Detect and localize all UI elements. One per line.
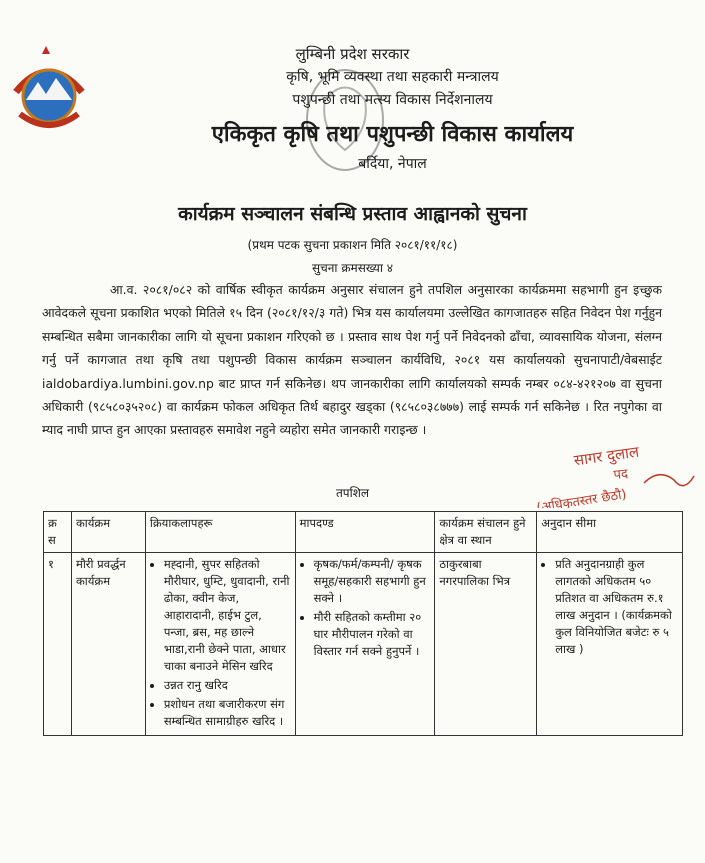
program-details-table: [43, 511, 683, 736]
cell-criteria: [295, 553, 435, 736]
notice-body: [42, 278, 662, 442]
province-government: लुम्बिनी प्रदेश सरकार: [295, 45, 410, 63]
ministry-name: कृषि, भूमि व्यवस्था तथा सहकारी मन्त्रालय: [286, 69, 499, 85]
stamp-rank: (अधिकृतस्तर छैठौ): [535, 487, 628, 508]
col-subsidy: अनुदान सीमा: [537, 512, 683, 553]
subsidy-item: • प्रति अनुदानग्राही कुल लागतको अधिकतम ५० प्रतिशत वा अधिकतम रु.१ लाख अनुदान । (कार्यक्रमको कुल विनियोजित बजेटः रु ५ लाख ): [555, 556, 678, 658]
criteria-item: • मौरी सहितको कम्तीमा २० घार मौरीपालन गरेको वा विस्तार गर्न सक्ने हुनुपर्ने ।: [314, 609, 431, 660]
notice-title: कार्यक्रम सञ्चालन संबन्धि प्रस्ताव आह्वानको सुचना: [178, 203, 527, 225]
cell-area: ठाकुरबाबा नगरपालिका भित्र: [435, 553, 537, 736]
stamp-post: पद: [612, 466, 629, 484]
col-serial: क्र स: [44, 512, 72, 553]
cell-subsidy: [537, 553, 683, 736]
notice-publish-date: (प्रथम पटक सुचना प्रकाशन मिति २०८१/११/१८): [247, 238, 458, 252]
criteria-item: • कृषक/फर्म/कम्पनी/ कृषक समूह/सहकारी सहभागी हुन सक्ने ।: [314, 556, 431, 607]
cell-serial: १: [44, 553, 72, 736]
details-heading: तपशिल: [335, 486, 370, 500]
col-area: कार्यक्रम संचालन हुने क्षेत्र वा स्थान: [435, 512, 537, 553]
activity-item: • उन्नत रानु खरिद: [164, 677, 291, 694]
stamp-name: सागर दुलाल: [572, 442, 641, 470]
col-criteria: मापदण्ड: [295, 512, 435, 553]
table-row: [44, 553, 683, 736]
signature-stamp-drawing: [534, 438, 699, 508]
col-program: कार्यक्रम: [71, 512, 145, 553]
cell-program: मौरी प्रवर्द्धन कार्यक्रम: [71, 553, 145, 736]
table-header-row: [44, 512, 683, 553]
office-name: एकिकृत कृषि तथा पशुपन्छी विकास कार्यालय: [211, 122, 574, 147]
cell-activities: [145, 553, 295, 736]
activity-item: • मह्दानी, सुपर सहितको मौरीघार, धुम्टि, धुवादानी, रानी ढोका, क्वीन केज, आहारादानी, हाईभ टुल, पन्जा, ब्रस, मह छाल्ने भाडा,रानी छेक्ने पाता, आधार चाका बनाउने मेसिन खरिद: [164, 556, 291, 675]
directorate-name: पशुपन्छी तथा मत्स्य विकास निर्देशनालय: [292, 92, 493, 108]
activity-item: • प्रशोधन तथा बजारीकरण संग सम्बन्धित सामाग्रीहरु खरिद ।: [164, 696, 291, 730]
office-location: बर्दिया, नेपाल: [358, 156, 427, 172]
col-activities: क्रियाकलापहरू: [145, 512, 295, 553]
signature-stamp: [534, 438, 699, 508]
notice-number: सुचना क्रमसख्या ४: [312, 261, 393, 275]
notice-paragraph: आ.व. २०८१/०८२ को वार्षिक स्वीकृत कार्यक्रम अनुसार संचालन हुने तपशिल अनुसारका कार्यक्रममा सहभागी हुन इच्छुक आवेदकले सूचना प्रकाशित भएको मितिले १५ दिन (२०८१/१२/३ गते) भित्र यस कार्यालयमा उल्लेखित कागजातहरु सहित निवेदन पेश गर्नुहुन सम्बन्धित सबैमा जानकारीका लागि यो सूचना प्रकाशन गरिएको छ । प्रस्ताव साथ पेश गर्नु पर्ने निवेदनको ढाँचा, व्यावसायिक योजना, संलग्न गर्नु पर्ने कागजात तथा कृषि तथा पशुपन्छी विकास कार्यक्रम सञ्चालन कार्यविधि, २०८१ यस कार्यालयको सुचनापाटी/वेबसाईट ialdobardiya.lumbini.gov.np बाट प्राप्त गर्न सकिनेछ। थप जानकारीका लागि कार्यालयको सम्पर्क नम्बर ०८४-४२१२०७ वा सुचना अधिकारी (९८५८०३५२०८) वा कार्यक्रम फोकल अधिकृत तिर्थ बहादुर खड्का (९८५८०३८७७७) लाई सम्पर्क गर्न सकिनेछ । रित नपुगेका वा म्याद नाघी प्राप्त हुन आएका प्रस्तावहरु समावेश नहुने व्यहोरा समेत जानकारी गराइन्छ ।: [42, 282, 662, 438]
